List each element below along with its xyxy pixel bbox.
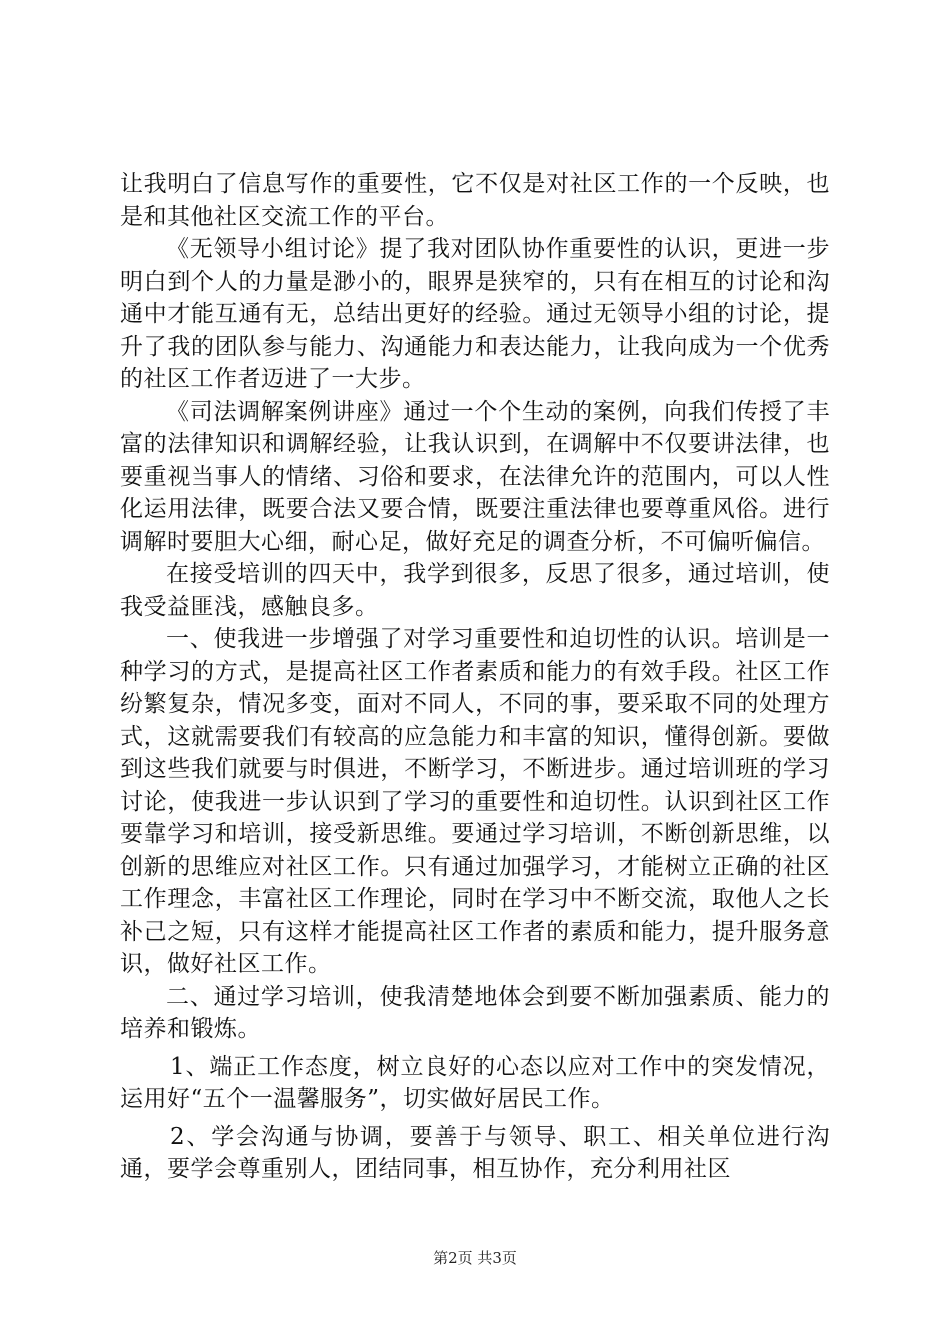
paragraph-point-two: 二、通过学习培训，使我清楚地体会到要不断加强素质、能力的培养和锻炼。: [120, 983, 830, 1042]
paragraph-item-1: 1、端正工作态度，树立良好的心态以应对工作中的突发情况，运用好“五个一温馨服务”，切实做好居民工作。: [120, 1053, 830, 1112]
paragraph-continuation: 让我明白了信息写作的重要性，它不仅是对社区工作的一个反映，也是和其他社区交流工作的平台。: [120, 171, 830, 230]
paragraph-item-2: 2、学会沟通与协调，要善于与领导、职工、相关单位进行沟通，要学会尊重别人，团结同事，相互协作，充分利用社区: [120, 1123, 830, 1182]
page-number-label: 第2页 共3页: [433, 1249, 517, 1267]
paragraph-judicial-mediation: 《司法调解案例讲座》通过一个个生动的案例，向我们传授了丰富的法律知识和调解经验，让我认识到，在调解中不仅要讲法律，也要重视当事人的情绪、习俗和要求，在法律允许的范围内，可以人性化运用法律，既要合法又要合情，既要注重法律也要尊重风俗。进行调解时要胆大心细，耐心足，做好充足的调查分析，不可偏听偏信。: [120, 398, 830, 555]
document-body: [120, 168, 830, 1186]
page-footer: [0, 1248, 950, 1268]
paragraph-leaderless-discussion: 《无领导小组讨论》提了我对团队协作重要性的认识，更进一步明白到个人的力量是渺小的，眼界是狭窄的，只有在相互的讨论和沟通中才能互通有无，总结出更好的经验。通过无领导小组的讨论，提升了我的团队参与能力、沟通能力和表达能力，让我向成为一个优秀的社区工作者迈进了一大步。: [120, 236, 830, 392]
paragraph-four-days-summary: 在接受培训的四天中，我学到很多，反思了很多，通过培训，使我受益匪浅，感触良多。: [120, 561, 830, 620]
paragraph-point-one: 一、使我进一步增强了对学习重要性和迫切性的认识。培训是一种学习的方式，是提高社区工作者素质和能力的有效手段。社区工作纷繁复杂，情况多变，面对不同人，不同的事，要采取不同的处理方式，这就需要我们有较高的应急能力和丰富的知识，懂得创新。要做到这些我们就要与时俱进，不断学习，不断进步。通过培训班的学习讨论，使我进一步认识到了学习的重要性和迫切性。认识到社区工作要靠学习和培训，接受新思维。要通过学习培训，不断创新思维，以创新的思维应对社区工作。只有通过加强学习，才能树立正确的社区工作理念，丰富社区工作理论，同时在学习中不断交流，取他人之长补己之短，只有这样才能提高社区工作者的素质和能力，提升服务意识，做好社区工作。: [120, 626, 830, 977]
